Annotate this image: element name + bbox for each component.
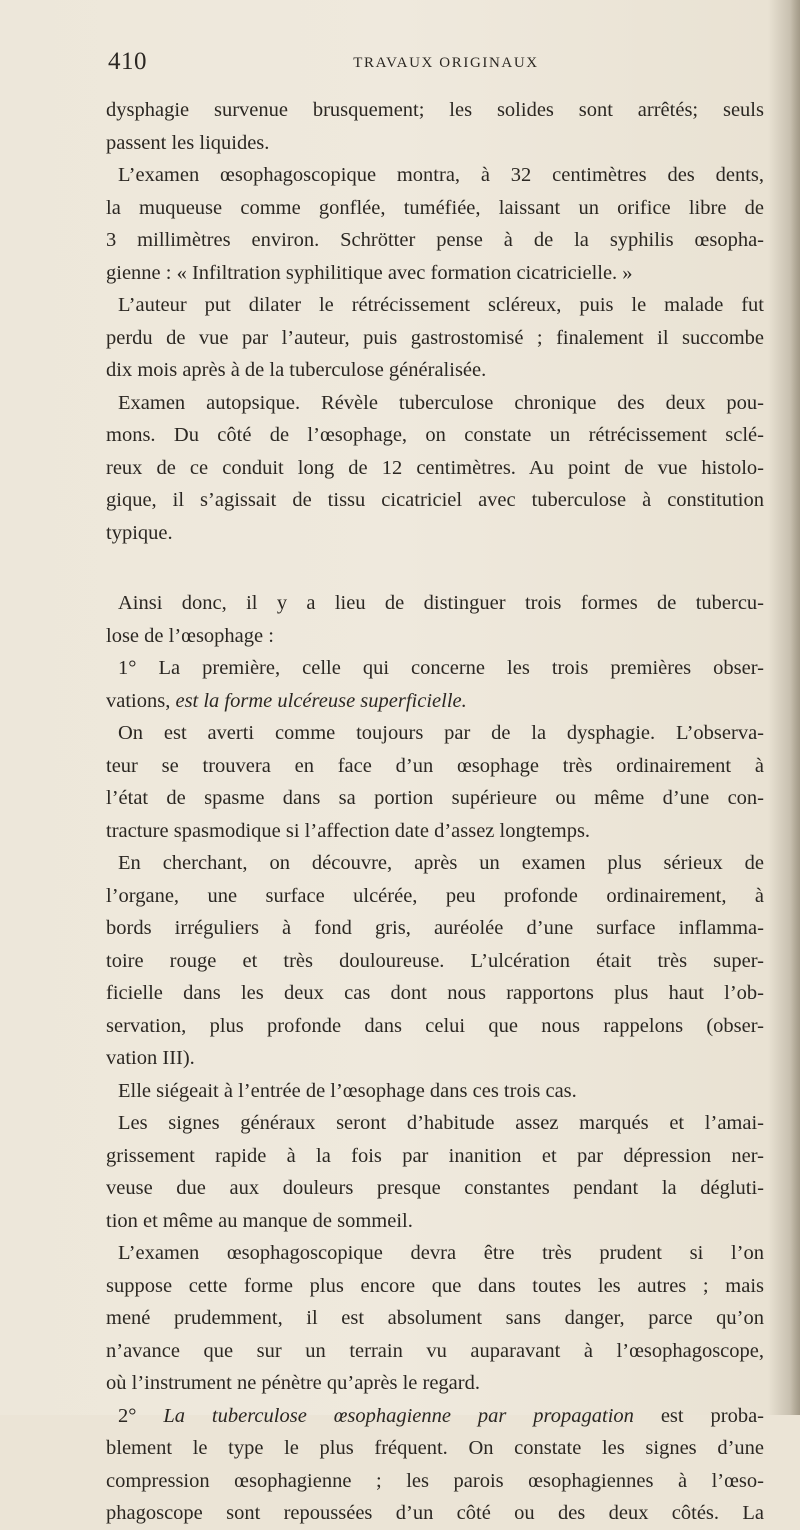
line-text: Ainsi donc, il y a lieu de distinguer trois formes de tubercu- [118,592,764,614]
line-text: Les signes généraux seront d’habitude assez marqués et l’amai- [118,1112,764,1134]
text-line [106,685,764,718]
text-line [106,1042,764,1075]
line-text: lose de l’œsophage : [106,624,274,647]
line-text: l’état de spasme dans sa portion supérieure ou même d’une con- [106,787,764,809]
line-text: passent les liquides. [106,131,270,154]
text-line [106,1075,764,1108]
paragraph [106,1075,764,1108]
text-line [106,159,764,192]
body-text [106,94,764,1530]
text-line [106,587,764,620]
text-line [106,1335,764,1368]
line-text: bords irréguliers à fond gris, auréolée d’une surface inflamma- [106,917,764,939]
italic-text: est la forme ulcéreuse superficielle. [175,689,467,712]
page-header [106,46,766,82]
line-text: ficielle dans les deux cas dont nous rapportons plus haut l’ob- [106,982,764,1004]
paragraph [106,289,764,387]
italic-text: La tuberculose œsophagienne par propagation [163,1404,634,1427]
paragraph [106,1237,764,1400]
line-text: L’auteur put dilater le rétrécissement scléreux, puis le malade fut [118,294,764,316]
text-line [106,224,764,257]
text-line [106,1432,764,1465]
line-text: vation III). [106,1047,195,1069]
text-line [106,815,764,848]
line-text: servation, plus profonde dans celui que nous rappelons (obser- [106,1014,764,1037]
line-text: 2° [118,1404,164,1427]
line-text: En cherchant, on découvre, après un examen plus sérieux de [118,852,764,874]
text-line [106,419,764,452]
line-text: phagoscope sont repoussées d’un côté ou des deux côtés. La [106,1502,764,1524]
line-text: tracture spasmodique si l’affection date d’assez longtemps. [106,819,591,842]
text-line [106,1205,764,1238]
line-text: 3 millimètres environ. Schrötter pense à de la syphilis œsopha- [106,229,764,251]
text-line [106,1400,764,1433]
page-number: 410 [108,48,147,75]
line-text: grissement rapide à la fois par inanition et par dépression ner- [106,1144,764,1167]
line-text: suppose cette forme plus encore que dans toutes les autres ; mais [106,1274,764,1297]
line-text: compression œsophagienne ; les parois œsophagiennes à l’œso- [106,1469,764,1492]
text-line [106,1010,764,1043]
text-line [106,517,764,550]
line-text: n’avance que sur un terrain vu auparavant à l’œsophagoscope, [106,1339,764,1362]
text-line [106,880,764,913]
paragraph [106,717,764,847]
line-text: 1° La première, celle qui concerne les trois premières obser- [118,657,764,679]
line-text: toire rouge et très douloureuse. L’ulcération était très super- [106,949,764,972]
line-text: où l’instrument ne pénètre qu’après le regard. [106,1372,480,1394]
text-line [106,620,764,653]
line-text: la muqueuse comme gonflée, tuméfiée, laissant un orifice libre de [106,196,764,219]
paragraph [106,652,764,717]
paragraph [106,159,764,289]
text-line [106,847,764,880]
text-line [106,322,764,355]
line-text: Elle siégeait à l’entrée de l’œsophage dans ces trois cas. [118,1079,577,1102]
line-text: Examen autopsique. Révèle tuberculose chronique des deux pou- [118,391,764,414]
line-text: veuse due aux douleurs presque constantes pendant la dégluti- [106,1177,764,1199]
line-text: gique, il s’agissait de tissu cicatriciel avec tuberculose à constitution [106,489,764,511]
line-text: L’examen œsophagoscopique devra être très prudent si l’on [118,1242,764,1264]
text-line [106,1497,764,1530]
line-text: tion et même au manque de sommeil. [106,1209,413,1232]
page-edge-shadow [790,0,800,1415]
section-gap [106,549,764,587]
paragraph [106,847,764,1075]
text-line [106,1270,764,1303]
text-line [106,452,764,485]
line-text: vations, [106,689,176,712]
text-line [106,354,764,387]
text-line [106,1107,764,1140]
text-line [106,977,764,1010]
line-text: teur se trouvera en face d’un œsophage très ordinairement à [106,754,764,777]
text-line [106,912,764,945]
line-text: l’organe, une surface ulcérée, peu profonde ordinairement, à [106,884,764,907]
text-line [106,1237,764,1270]
line-text: On est averti comme toujours par de la dysphagie. L’observa- [118,722,764,744]
text-line [106,192,764,225]
line-text: mené prudemment, il est absolument sans danger, parce qu’on [106,1307,764,1329]
text-line [106,1302,764,1335]
text-line [106,484,764,517]
line-text: mons. Du côté de l’œsophage, on constate un rétrécissement sclé- [106,424,764,446]
text-line [106,1465,764,1498]
paragraph [106,387,764,550]
line-text: dysphagie survenue brusquement; les solides sont arrêtés; seuls [106,99,764,121]
text-line [106,750,764,783]
paragraph [106,94,764,159]
line-text: dix mois après à de la tuberculose généralisée. [106,359,487,381]
line-text-tail: est proba- [633,1404,764,1427]
text-line [106,257,764,290]
text-line [106,945,764,978]
text-line [106,289,764,322]
paragraph [106,1400,764,1530]
line-text: perdu de vue par l’auteur, puis gastrostomisé ; finalement il succombe [106,326,764,349]
paragraph [106,587,764,652]
text-line [106,1367,764,1400]
line-text: reux de ce conduit long de 12 centimètres. Au point de vue histolo- [106,456,764,479]
line-text: typique. [106,521,173,544]
text-line [106,387,764,420]
text-line [106,1172,764,1205]
text-line [106,94,764,127]
text-line [106,127,764,160]
line-text: gienne : « Infiltration syphilitique avec formation cicatricielle. » [106,261,633,284]
text-line [106,717,764,750]
text-line [106,1140,764,1173]
line-text: blement le type le plus fréquent. On constate les signes d’une [106,1437,764,1459]
text-line [106,652,764,685]
line-text: L’examen œsophagoscopique montra, à 32 centimètres des dents, [118,164,764,186]
running-head: TRAVAUX ORIGINAUX [353,55,539,71]
text-line [106,782,764,815]
paragraph [106,1107,764,1237]
